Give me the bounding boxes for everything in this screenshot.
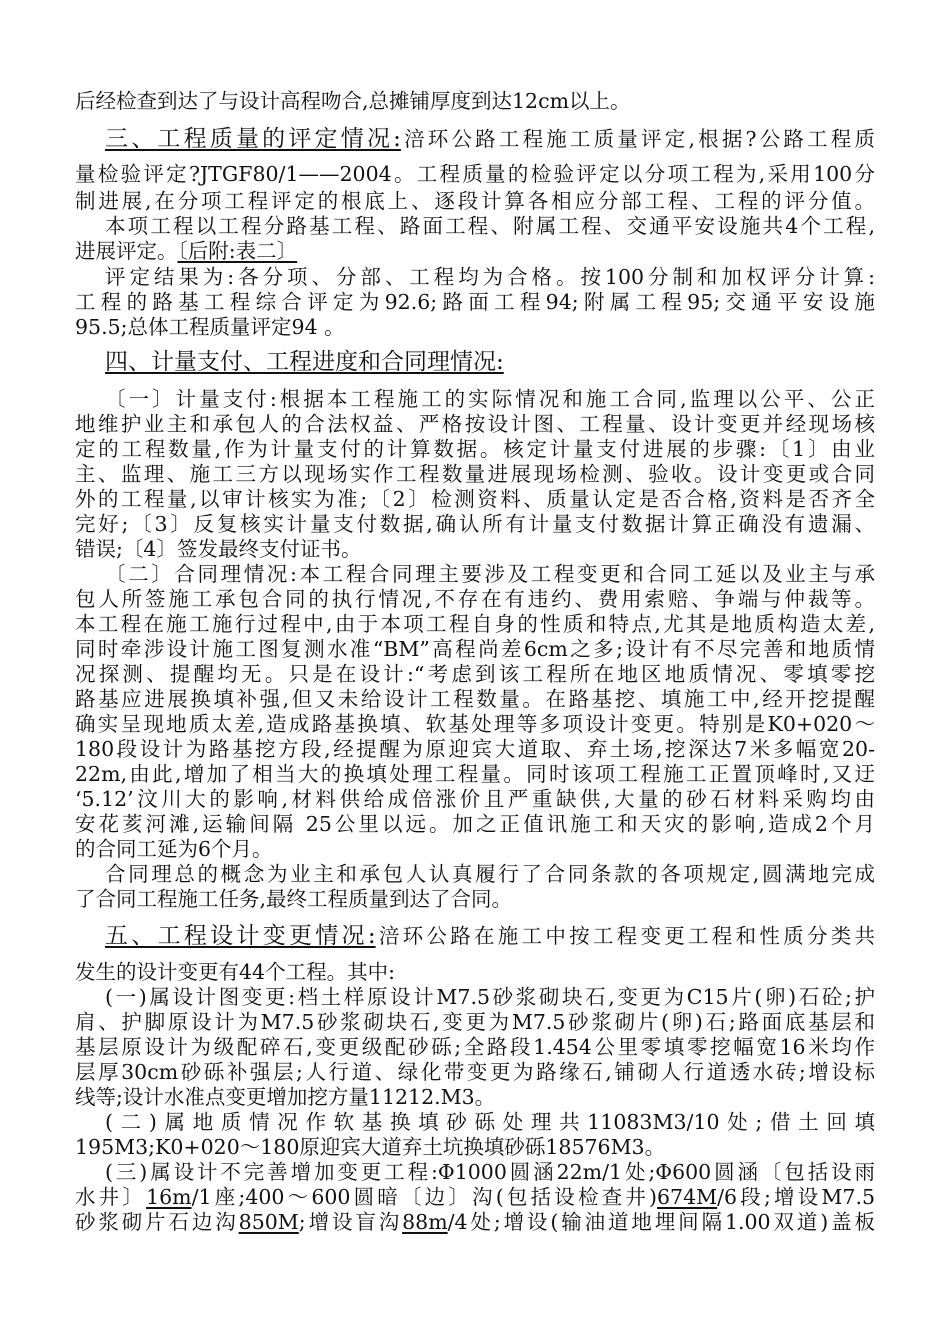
text-line: 本项工程以工程分路基工程、路面工程、附属工程、交通平安设施共4个工程, (105, 214, 875, 238)
section-heading: 五、工程设计变更情况: (105, 923, 376, 949)
text-line (75, 238, 875, 264)
quantity-value: 674M (657, 1185, 718, 1209)
text-line: 的合同工延为6个月。 (75, 837, 273, 861)
text-line: ‘5.12’汶川大的影响,材料供给成倍涨价且严重缺供,大量的砂石材料采购均由 (75, 787, 875, 811)
text-line: 层厚30cm砂砾补强层;人行道、绿化带变更为路缘石,铺砌人行道透水砖;增设标 (75, 1060, 875, 1084)
text-line: (三)属设计不完善增加变更工程:Φ1000圆涵22m/1处;Φ600圆涵〔包括设雨 (105, 1160, 875, 1184)
text-line (75, 1184, 875, 1210)
text-line: 错误;〔4〕签发最终支付证书。 (75, 537, 362, 561)
quantity-value: 16m (146, 1185, 192, 1209)
text-line: 确实呈现地质太差,造成路基换填、软基处理等多项设计变更。特别是K0+020～ (75, 712, 875, 736)
text-line: 地维护业主和承包人的合法权益、严格按设计图、工程量、设计变更并经现场核 (75, 412, 875, 436)
text-line: 后经检查到达了与设计高程吻合,总摊铺厚度到达12cm以上。 (75, 89, 631, 113)
text-line: (二)属地质情况作软基换填砂砾处理共11083M3/10处;借土回填 (105, 1110, 875, 1134)
text-line: 基层原设计为级配碎石,变更级配砂砾;全路段1.454公里零填零挖幅宽16米均作 (75, 1035, 875, 1059)
text-line: 发生的设计变更有44个工程。其中: (75, 960, 395, 984)
section-3-heading-line (75, 126, 875, 152)
text-line: 工程的路基工程综合评定为92.6;路面工程94;附属工程95;交通平安设施 (75, 290, 875, 314)
text-run: 涪环公路在施工中按工程变更工程和性质分类共 (375, 924, 876, 948)
text-line: 制进展,在分项工程评定的根底上、逐段计算各相应分部工程、工程的评分值。 (75, 189, 875, 213)
text-line: 合同理总的概念为业主和承包人认真履行了合同条款的各项规定,圆满地完成 (105, 862, 875, 886)
text-line: 22m,由此,增加了相当大的换填处理工程量。同时该项工程施工正置顶峰时,又迂 (75, 762, 875, 786)
text-line: 主、监理、施工三方以现场实作工程数量进展现场检测、验收。设计变更或合同 (75, 462, 875, 486)
text-line: (一)属设计图变更:档土样原设计M7.5砂浆砌块石,变更为C15片(卵)石砼;护 (105, 985, 875, 1009)
text-run: ;增设盲沟 (298, 1210, 403, 1234)
text-run: /6段;增设M7.5 (717, 1185, 876, 1209)
text-line: 况探测、提醒均无。只是在设计:“考虑到该工程所在地区地质情况、零填零挖 (75, 662, 875, 686)
text-line: 包人所签施工承包合同的执行情况,不存在有违约、费用索赔、争端与仲裁等。 (75, 587, 875, 611)
section-heading: 四、计量支付、工程进度和合同理情况: (105, 349, 504, 375)
quantity-value: 88m (402, 1210, 448, 1234)
text-run: 水井〕 (75, 1185, 147, 1209)
text-line: 线等;设计水准点变更增加挖方量11212.M3。 (75, 1085, 496, 1109)
text-line: 同时牵涉设计施工图复测水准“BM”高程尚差6cm之多;设计有不尽完善和地质情 (75, 637, 875, 661)
text-line (75, 1209, 875, 1235)
quantity-value: 850M (238, 1210, 299, 1234)
text-line: 量检验评定?JTGF80/1——2004。工程质量的检验评定以分项工程为,采用100分 (75, 162, 875, 186)
text-line: 评定结果为:各分项、分部、工程均为合格。按100分制和加权评分计算: (105, 265, 875, 289)
text-line: 〔一〕计量支付:根据本工程施工的实际情况和施工合同,监理以公平、公正 (105, 387, 875, 411)
text-run: 砂浆砌片石边沟 (75, 1210, 239, 1234)
section-heading: 三、工程质量的评定情况: (105, 126, 401, 152)
text-run: 进展评定。 (75, 239, 178, 263)
text-line: 安花荄河滩,运输间隔 25公里以远。加之正值讯施工和天灾的影响,造成2个月 (75, 812, 875, 836)
text-run: 涪环公路工程施工质量评定,根据?公路工程质 (400, 127, 876, 151)
text-line: 完好;〔3〕反复核实计量支付数据,确认所有计量支付数据计算正确没有遗漏、 (75, 512, 875, 536)
text-line: 肩、护脚原设计为M7.5砂浆砌块石,变更为M7.5砂浆砌片(卵)石;路面底基层和 (75, 1010, 875, 1034)
text-line: 195M3;K0+020～180原迎宾大道弃土坑换填砂砾18576M3。 (75, 1135, 666, 1159)
section-4-heading-line (75, 349, 875, 375)
text-line: 〔二〕合同理情况:本工程合同理主要涉及工程变更和合同工延以及业主与承 (105, 562, 875, 586)
appendix-reference: 〔后附:表二〕 (177, 239, 298, 263)
text-line: 外的工程量,以审计核实为准;〔2〕检测资料、质量认定是否合格,资料是否齐全 (75, 487, 875, 511)
text-line: 95.5;总体工程质量评定94 。 (75, 315, 345, 339)
text-line: 了合同工程施工任务,最终工程质量到达了合同。 (75, 887, 513, 911)
text-line: 本工程在施工施行过程中,由于本项工程自身的性质和特点,尤其是地质构造太差, (75, 612, 875, 636)
section-5-heading-line (75, 923, 875, 949)
text-line: 180段设计为路基挖方段,经提醒为原迎宾大道取、弃土场,挖深达7米多幅宽20- (75, 737, 875, 761)
text-line: 路基应进展换填补强,但又未给设计工程数量。在路基挖、填施工中,经开挖提醒 (75, 687, 875, 711)
text-run: /4处;增设(输油道地埋间隔1.00双道)盖板 (447, 1210, 875, 1234)
text-run: /1座;400～600圆暗〔边〕沟(包括设检查井) (191, 1185, 658, 1209)
text-line: 定的工程数量,作为计量支付的计算数据。核定计量支付进展的步骤:〔1〕由业 (75, 437, 875, 461)
